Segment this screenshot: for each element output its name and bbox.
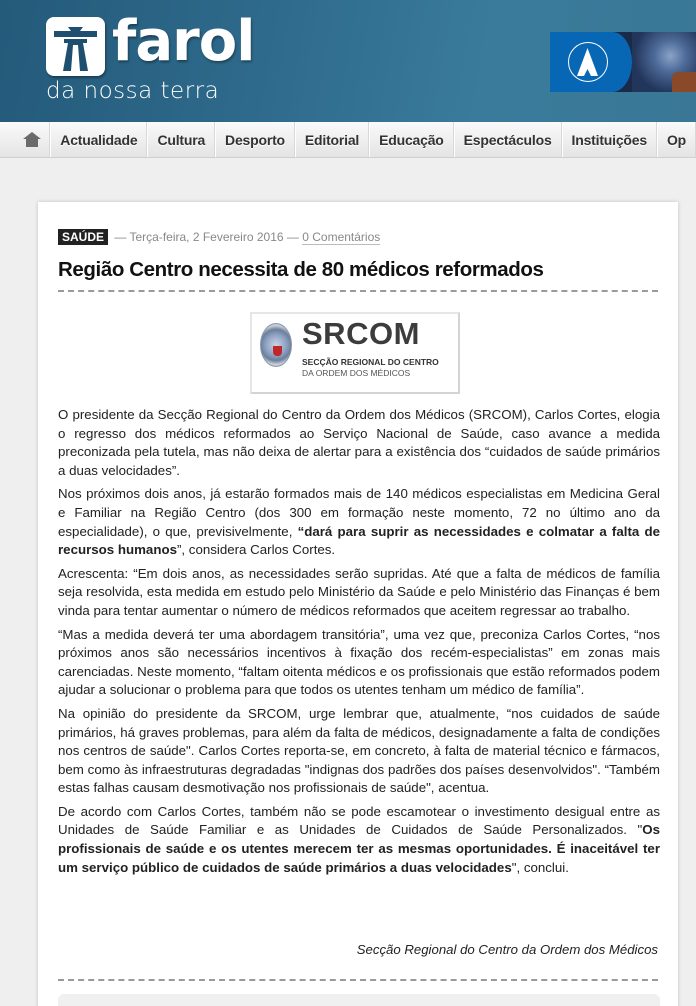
banner-ad[interactable] — [550, 32, 696, 92]
paragraph-text: Nos próximos dois anos, já estarão formados mais de 140 médicos especialistas em Medicina Geral e Familiar na Região Centro (dos 300 em formação neste momento, 72 no último ano da especialidade), o que, previsivelmente, — [58, 486, 660, 539]
article-card — [38, 202, 678, 1006]
nav-item-editorial[interactable]: Editorial — [295, 122, 369, 157]
article-signature: Secção Regional do Centro da Ordem dos Médicos — [356, 942, 658, 957]
paragraph — [58, 803, 660, 877]
lighthouse-icon — [46, 17, 105, 76]
srcom-seal-icon — [260, 323, 292, 367]
divider — [58, 979, 658, 981]
paragraph-bold-quote: “dará para suprir as necessidades e colmatar a falta de recursos humanos — [58, 523, 660, 558]
arrow-circle-logo-icon — [568, 42, 608, 82]
paragraph: O presidente da Secção Regional do Centro da Ordem dos Médicos (SRCOM), Carlos Cortes, elogia o regresso dos médicos reformados ao Serviço Nacional de Saúde, caso avance a medida preconizada pela tutela, mas não deixa de alertar para a existência dos “cuidados de saúde primários a duas velocidades”. — [58, 407, 660, 478]
article-body — [58, 406, 660, 882]
article-meta — [58, 230, 380, 244]
home-icon — [23, 132, 41, 147]
category-badge[interactable]: SAÚDE — [58, 229, 108, 245]
nav-item-espectaculos[interactable]: Espectáculos — [454, 122, 562, 157]
logo-wordmark: farol — [112, 9, 255, 74]
comments-link[interactable]: 0 Comentários — [302, 230, 381, 244]
nav-item-actualidade[interactable]: Actualidade — [50, 122, 147, 157]
article-date: — Terça-feira, 2 Fevereiro 2016 — — [114, 230, 299, 244]
article-title[interactable]: Região Centro necessita de 80 médicos reformados — [58, 258, 544, 281]
image-title: SRCOM — [302, 316, 420, 351]
site-logo[interactable] — [46, 9, 255, 107]
shield-icon — [273, 346, 282, 356]
article-image — [250, 312, 460, 394]
paragraph — [58, 485, 660, 559]
nav-home[interactable] — [0, 122, 50, 157]
site-header — [0, 0, 696, 122]
paragraph-text: ”, considera Carlos Cortes. — [176, 542, 336, 558]
image-line-2: DA ORDEM DOS MÉDICOS — [302, 368, 411, 378]
nav-item-opiniao[interactable]: Op — [657, 122, 696, 157]
paragraph-text: ", conclui. — [511, 859, 569, 875]
paragraph: “Mas a medida deverá ter uma abordagem transitória”, uma vez que, preconiza Carlos Cortes, “nos próximos anos são necessários incentivos à fixação dos recém-especialistas” em zonas mais carenciadas. Neste momento, “faltam oitenta médicos e os profissionais que estão reformados podem ajudar a solucionar o problema para que todos os utentes tenham um médico de família”. — [58, 626, 660, 698]
logo-tagline: da nossa terra — [46, 78, 220, 104]
nav-item-desporto[interactable]: Desporto — [215, 122, 295, 157]
nav-item-cultura[interactable]: Cultura — [147, 122, 215, 157]
paragraph-text: De acordo com Carlos Cortes, também não se pode escamotear o investimento desigual entre as Unidades de Saúde Familiar e as Unidades de Cuidados de Saúde Personalizados. " — [58, 803, 660, 838]
divider — [58, 290, 658, 292]
paragraph-bold-quote: Os profissionais de saúde e os utentes merecem ter as mesmas oportunidades. É inaceitável ter um serviço público de cuidados de saúde primários a duas velocidades — [58, 822, 660, 875]
banner-blue-panel — [550, 32, 632, 92]
image-line-1: SECÇÃO REGIONAL DO CENTRO — [302, 357, 439, 367]
nav-item-educacao[interactable]: Educação — [369, 122, 454, 157]
comment-section — [58, 994, 660, 1006]
main-nav — [0, 122, 696, 158]
paragraph: Na opinião do presidente da SRCOM, urge lembrar que, atualmente, “nos cuidados de saúde primários, há graves problemas, para além da falta de médicos, designadamente a falta de condições nos centros de saúde". Carlos Cortes reporta-se, em concreto, à falta de material técnico e fármacos, bem como às infraestruturas degradadas "indignas dos padrões dos países desenvolvidos". “Também estas falhas causam desmotivação nos profissionais de saúde", acentua. — [58, 705, 660, 796]
paragraph: Acrescenta: “Em dois anos, as necessidades serão supridas. Até que a falta de médicos de família seja resolvida, esta medida em estudo pelo Ministério da Saúde e pelo Ministério das Finanças é bem vinda para tentar aumentar o número de médicos reformados que aceitem regressar ao trabalho. — [58, 565, 660, 618]
banner-artwork-detail — [672, 72, 696, 92]
nav-item-instituicoes[interactable]: Instituições — [562, 122, 657, 157]
